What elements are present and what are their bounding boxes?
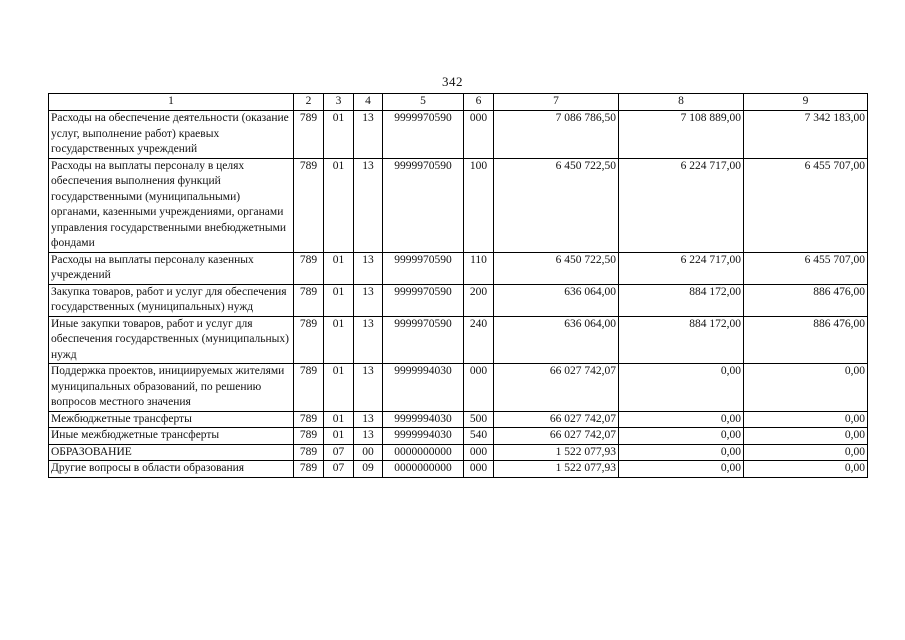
cell-col9: 0,00 [744, 444, 868, 461]
row-name: Закупка товаров, работ и услуг для обеспечения государственных (муниципальных) нужд [49, 284, 294, 316]
cell-col7: 7 086 786,50 [494, 111, 619, 159]
cell-col4: 00 [354, 444, 383, 461]
cell-col7: 636 064,00 [494, 316, 619, 364]
cell-col5: 9999970590 [383, 252, 464, 284]
table-row [49, 364, 868, 412]
cell-col2: 789 [294, 428, 324, 445]
cell-col3: 07 [324, 444, 354, 461]
row-name: Расходы на обеспечение деятельности (оказание услуг, выполнение работ) краевых государственных учреждений [49, 111, 294, 159]
column-header-6: 6 [464, 94, 494, 111]
row-name: Другие вопросы в области образования [49, 461, 294, 478]
cell-col6: 500 [464, 411, 494, 428]
cell-col3: 01 [324, 284, 354, 316]
cell-col8: 0,00 [619, 364, 744, 412]
cell-col2: 789 [294, 252, 324, 284]
cell-col6: 540 [464, 428, 494, 445]
cell-col9: 6 455 707,00 [744, 158, 868, 252]
cell-col9: 0,00 [744, 461, 868, 478]
cell-col8: 0,00 [619, 461, 744, 478]
column-header-3: 3 [324, 94, 354, 111]
cell-col2: 789 [294, 284, 324, 316]
cell-col4: 13 [354, 158, 383, 252]
column-header-8: 8 [619, 94, 744, 111]
row-name: Иные закупки товаров, работ и услуг для обеспечения государственных (муниципальных) нужд [49, 316, 294, 364]
table-row [49, 111, 868, 159]
column-header-7: 7 [494, 94, 619, 111]
cell-col9: 0,00 [744, 411, 868, 428]
cell-col8: 7 108 889,00 [619, 111, 744, 159]
cell-col6: 200 [464, 284, 494, 316]
cell-col7: 6 450 722,50 [494, 158, 619, 252]
row-name: Поддержка проектов, инициируемых жителями муниципальных образований, по решению вопросов местного значения [49, 364, 294, 412]
column-header-2: 2 [294, 94, 324, 111]
cell-col3: 01 [324, 411, 354, 428]
cell-col5: 9999994030 [383, 428, 464, 445]
cell-col7: 6 450 722,50 [494, 252, 619, 284]
table-row [49, 461, 868, 478]
table-row [49, 411, 868, 428]
row-name: ОБРАЗОВАНИЕ [49, 444, 294, 461]
cell-col6: 100 [464, 158, 494, 252]
row-name: Расходы на выплаты персоналу в целях обеспечения выполнения функций государственными (муниципальными) органами, казенными учреждениями, органами управления государственными внебюджетными фондами [49, 158, 294, 252]
cell-col2: 789 [294, 111, 324, 159]
cell-col3: 01 [324, 364, 354, 412]
cell-col3: 01 [324, 111, 354, 159]
cell-col4: 13 [354, 284, 383, 316]
cell-col3: 01 [324, 316, 354, 364]
budget-table [48, 93, 868, 478]
cell-col7: 66 027 742,07 [494, 364, 619, 412]
cell-col7: 66 027 742,07 [494, 428, 619, 445]
cell-col9: 0,00 [744, 428, 868, 445]
cell-col9: 886 476,00 [744, 316, 868, 364]
column-header-9: 9 [744, 94, 868, 111]
header-row [49, 94, 868, 111]
cell-col4: 09 [354, 461, 383, 478]
cell-col5: 9999970590 [383, 111, 464, 159]
cell-col2: 789 [294, 411, 324, 428]
table-row [49, 252, 868, 284]
cell-col2: 789 [294, 444, 324, 461]
cell-col4: 13 [354, 252, 383, 284]
cell-col8: 0,00 [619, 428, 744, 445]
cell-col4: 13 [354, 411, 383, 428]
cell-col7: 636 064,00 [494, 284, 619, 316]
cell-col3: 01 [324, 252, 354, 284]
row-name: Межбюджетные трансферты [49, 411, 294, 428]
cell-col2: 789 [294, 461, 324, 478]
cell-col3: 07 [324, 461, 354, 478]
cell-col5: 9999970590 [383, 158, 464, 252]
cell-col9: 886 476,00 [744, 284, 868, 316]
cell-col5: 9999994030 [383, 411, 464, 428]
cell-col8: 884 172,00 [619, 316, 744, 364]
cell-col5: 9999970590 [383, 284, 464, 316]
cell-col6: 000 [464, 444, 494, 461]
row-name: Расходы на выплаты персоналу казенных учреждений [49, 252, 294, 284]
cell-col3: 01 [324, 158, 354, 252]
table-row [49, 444, 868, 461]
cell-col5: 9999994030 [383, 364, 464, 412]
cell-col4: 13 [354, 111, 383, 159]
cell-col5: 9999970590 [383, 316, 464, 364]
cell-col9: 7 342 183,00 [744, 111, 868, 159]
cell-col7: 1 522 077,93 [494, 444, 619, 461]
page-number: 342 [442, 74, 463, 89]
cell-col4: 13 [354, 428, 383, 445]
cell-col6: 240 [464, 316, 494, 364]
cell-col8: 884 172,00 [619, 284, 744, 316]
cell-col5: 0000000000 [383, 461, 464, 478]
cell-col3: 01 [324, 428, 354, 445]
table-row [49, 428, 868, 445]
row-name: Иные межбюджетные трансферты [49, 428, 294, 445]
cell-col9: 6 455 707,00 [744, 252, 868, 284]
cell-col6: 000 [464, 111, 494, 159]
cell-col2: 789 [294, 158, 324, 252]
cell-col5: 0000000000 [383, 444, 464, 461]
cell-col2: 789 [294, 316, 324, 364]
table-row [49, 316, 868, 364]
cell-col4: 13 [354, 316, 383, 364]
cell-col7: 1 522 077,93 [494, 461, 619, 478]
cell-col8: 6 224 717,00 [619, 252, 744, 284]
column-header-1: 1 [49, 94, 294, 111]
cell-col7: 66 027 742,07 [494, 411, 619, 428]
table-row [49, 158, 868, 252]
cell-col8: 0,00 [619, 411, 744, 428]
cell-col6: 000 [464, 364, 494, 412]
table-row [49, 284, 868, 316]
cell-col2: 789 [294, 364, 324, 412]
cell-col8: 0,00 [619, 444, 744, 461]
cell-col6: 110 [464, 252, 494, 284]
cell-col9: 0,00 [744, 364, 868, 412]
column-header-5: 5 [383, 94, 464, 111]
column-header-4: 4 [354, 94, 383, 111]
cell-col6: 000 [464, 461, 494, 478]
cell-col4: 13 [354, 364, 383, 412]
cell-col8: 6 224 717,00 [619, 158, 744, 252]
